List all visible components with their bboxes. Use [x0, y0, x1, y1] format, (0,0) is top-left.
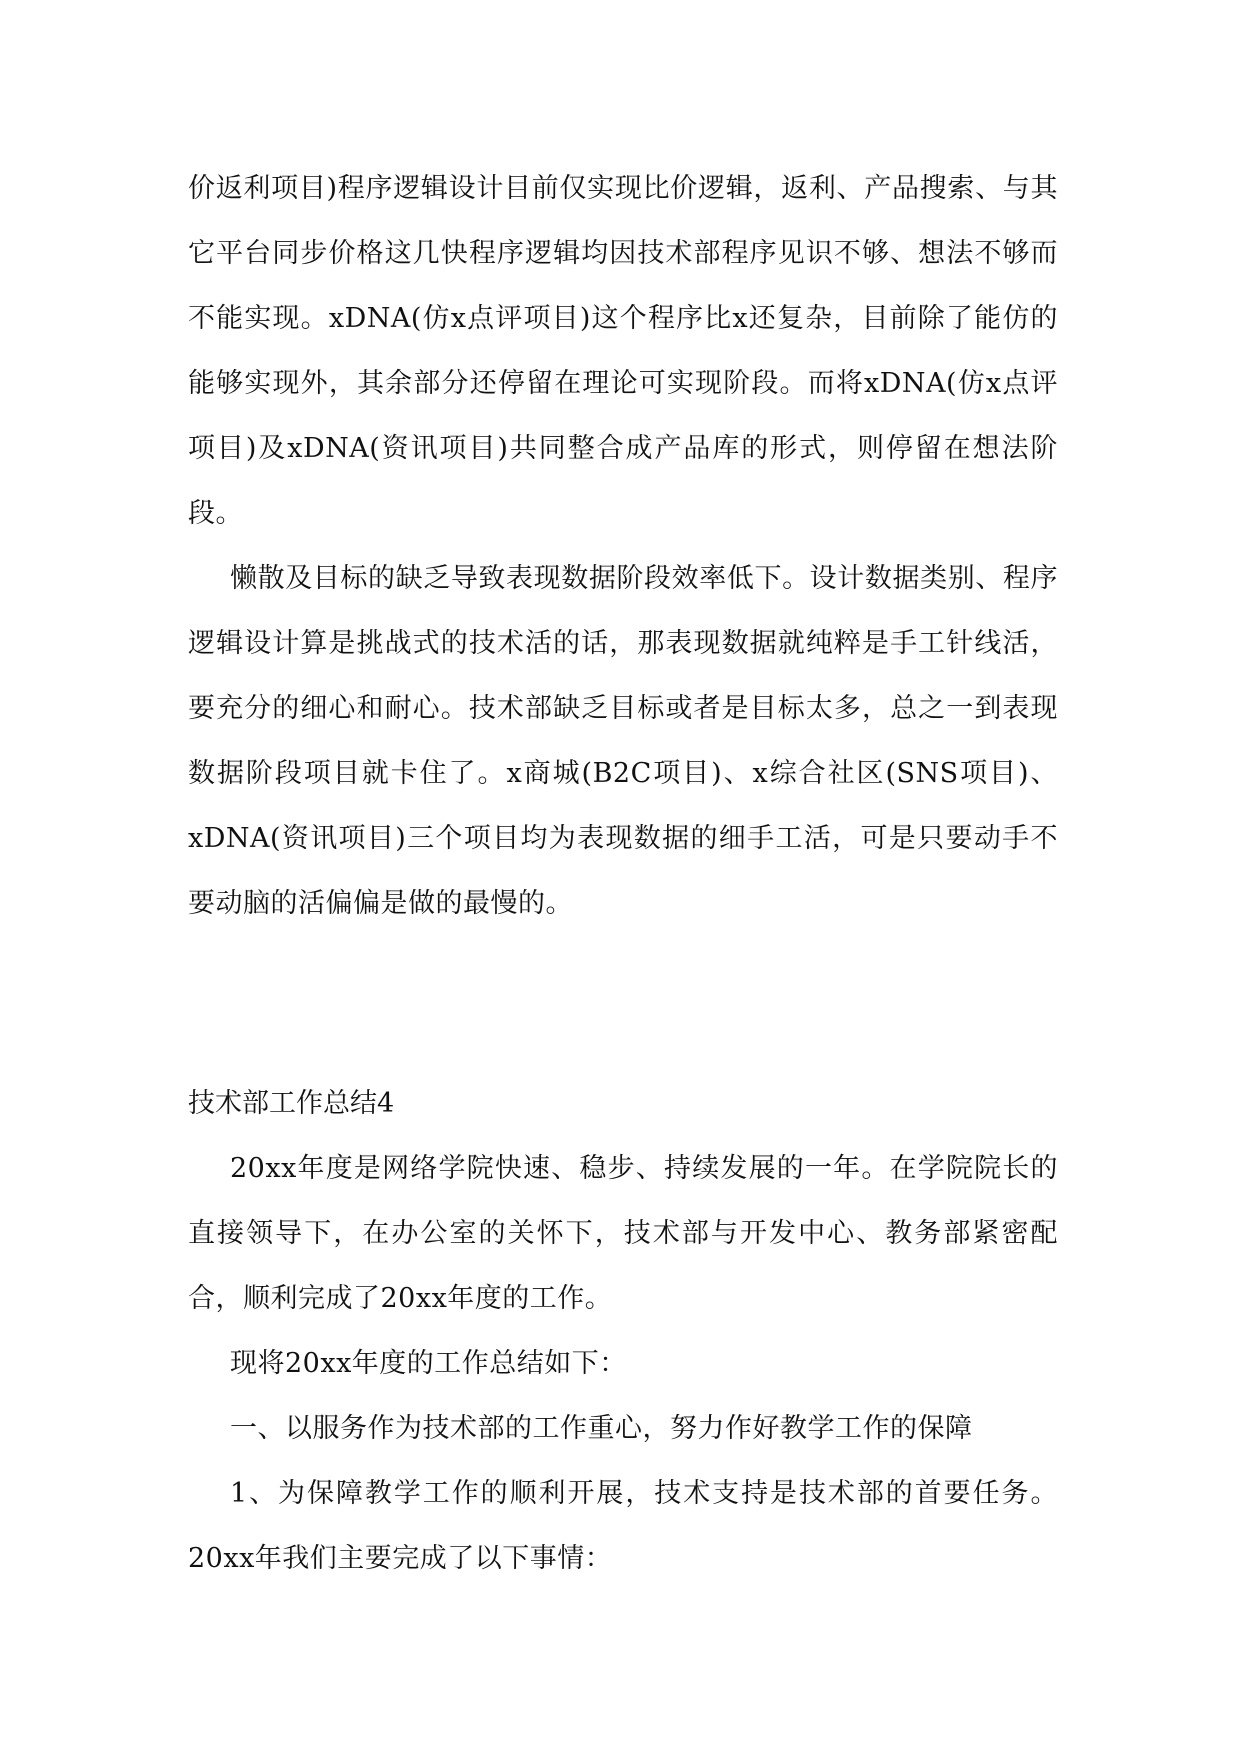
paragraph-1: 价返利项目)程序逻辑设计目前仅实现比价逻辑，返利、产品搜索、与其它平台同步价格这几快程序逻辑均因技术部程序见识不够、想法不够而不能实现。xDNA(仿x点评项目)这个程序比x还复杂，目前除了能仿的能够实现外，其余部分还停留在理论可实现阶段。而将xDNA(仿x点评项目)及xDNA(资讯项目)共同整合成产品库的形式，则停留在想法阶段。: [188, 173, 1058, 529]
paragraph-6: 1、为保障教学工作的顺利开展，技术支持是技术部的首要任务。20xx年我们主要完成了以下事情：: [188, 1478, 1058, 1574]
paragraph-2: 懒散及目标的缺乏导致表现数据阶段效率低下。设计数据类别、程序逻辑设计算是挑战式的技术活的话，那表现数据就纯粹是手工针线活，要充分的细心和耐心。技术部缺乏目标或者是目标太多，总之一到表现数据阶段项目就卡住了。x商城(B2C项目)、x综合社区(SNS项目)、xDNA(资讯项目)三个项目均为表现数据的细手工活，可是只要动手不要动脑的活偏偏是做的最慢的。: [188, 563, 1058, 919]
section-title: 技术部工作总结4: [188, 1088, 395, 1119]
document-page: [188, 156, 1058, 1591]
paragraph-4: 现将20xx年度的工作总结如下：: [230, 1348, 627, 1379]
paragraph-3: 20xx年度是网络学院快速、稳步、持续发展的一年。在学院院长的直接领导下，在办公室的关怀下，技术部与开发中心、教务部紧密配合，顺利完成了20xx年度的工作。: [188, 1153, 1058, 1314]
paragraph-5: 一、以服务作为技术部的工作重心，努力作好教学工作的保障: [230, 1413, 973, 1444]
